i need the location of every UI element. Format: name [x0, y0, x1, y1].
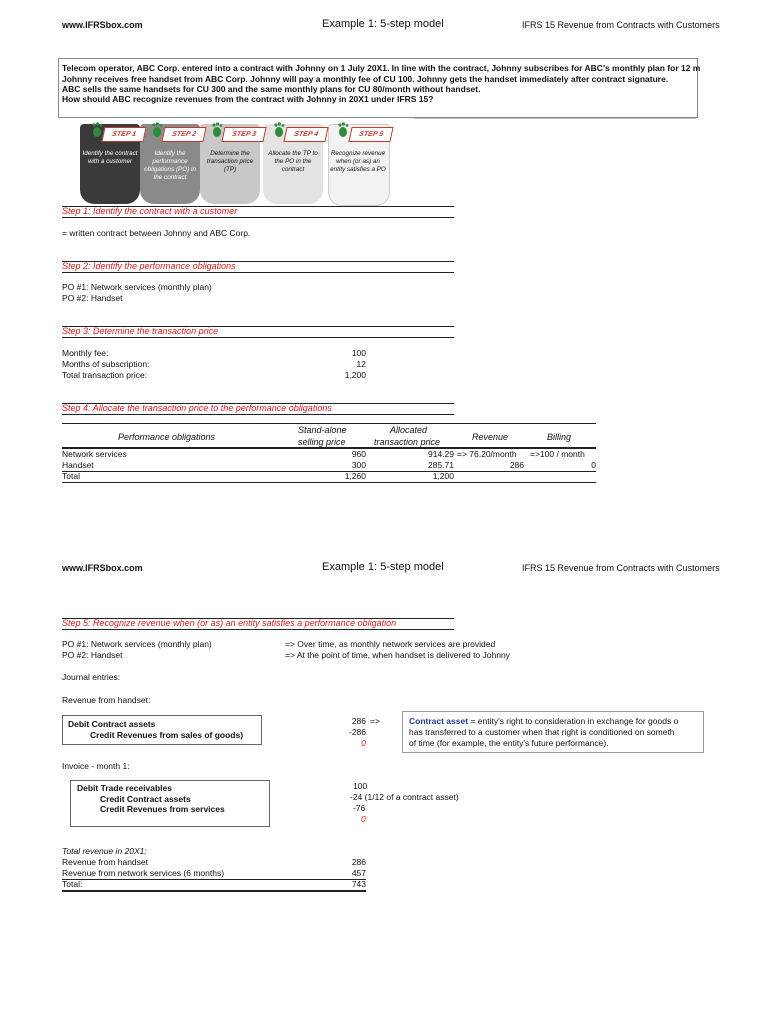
- intro-line-3: ABC sells the same handsets for CU 300 and the same monthly plans for CU 80/month without handset.: [62, 84, 481, 94]
- page-subject: IFRS 15 Revenue from Contracts with Customers: [522, 563, 720, 573]
- definition-line-1: [409, 716, 678, 726]
- step5-heading: Step 5: Recognize revenue when (or as) an entity satisfies a performance obligation: [62, 618, 397, 628]
- entry2-balance: 0: [361, 814, 366, 824]
- intro-line-2: Johnny receives free handset from ABC Corp. Johnny will pay a monthly fee of CU 100. Johnny gets the handset immediately after contract signature.: [62, 74, 669, 84]
- step2-heading: Step 2: Identify the performance obligations: [62, 261, 236, 271]
- step3-heading: Step 3: Determine the transaction price: [62, 326, 219, 336]
- table-cell-billing: 0: [591, 460, 596, 470]
- entry1-debit: Debit Contract assets: [68, 719, 156, 729]
- step3-value: 12: [356, 359, 366, 369]
- table-cell-po: Handset: [62, 460, 94, 470]
- column-header-ssp: Stand-alone: [298, 425, 347, 435]
- step2-po1: PO #1: Network services (monthly plan): [62, 282, 212, 292]
- step-text-1: Identify the contract with a customer: [82, 150, 138, 165]
- invoice-label: Invoice - month 1:: [62, 761, 130, 771]
- definition-line-2: has transferred to a customer when that right is conditioned on someth: [409, 727, 675, 737]
- step-tag-4: STEP 4: [283, 127, 328, 142]
- column-header-allocated: transaction price: [374, 437, 441, 447]
- intro-line-1: Telecom operator, ABC Corp. entered into a contract with Johnny on 1 July 20X1. In line with the contract, Johnny subscribes for ABC's monthly plan for 12 m: [62, 63, 701, 73]
- step3-label: Total transaction price:: [62, 370, 148, 380]
- total-row-label: Total:: [62, 879, 83, 889]
- table-top-border: [62, 423, 596, 424]
- entry2-credit: Credit Contract assets: [100, 794, 191, 804]
- step-tag-1: STEP 1: [101, 127, 146, 142]
- step3-label: Months of subscription:: [62, 359, 150, 369]
- entry2-debit: Debit Trade receivables: [77, 783, 172, 793]
- total-row-value: 743: [351, 879, 366, 889]
- entry2-credit: Credit Revenues from services: [100, 804, 225, 814]
- step-text-4: Allocate the TP to the PO in the contract: [268, 150, 318, 173]
- contract-asset-definition: [402, 711, 704, 753]
- step-text-5: Recognize revenue when (or as) an entity satisfies a PO: [330, 150, 386, 173]
- footprint-icon: [336, 122, 350, 138]
- step5-po1-note: => Over time, as monthly network services are provided: [285, 639, 496, 649]
- page-title: Example 1: 5-step model: [322, 18, 444, 30]
- step5-po2: PO #2: Handset: [62, 650, 123, 660]
- divider: [62, 629, 454, 630]
- step-text-3: Determine the transaction price (TP): [206, 150, 254, 173]
- step1-heading: Step 1: Identify the contract with a customer: [62, 206, 238, 216]
- column-header-revenue: Revenue: [472, 432, 509, 442]
- entry1-credit: Credit Revenues from sales of goods): [90, 730, 244, 740]
- definition-line-3: of time (for example, the entity's future performance).: [409, 738, 609, 748]
- step5-po2-note: => At the point of time, when handset is delivered to Johnny: [285, 650, 510, 660]
- entry1-balance: 0: [361, 738, 366, 748]
- step2-po2: PO #2: Handset: [62, 293, 123, 303]
- table-cell-po: Network services: [62, 449, 127, 459]
- entry1-arrow: =>: [370, 716, 380, 726]
- entry1-value: -286: [348, 727, 366, 737]
- table-cell-revenue: => 76.20/month: [457, 449, 517, 459]
- table-cell-ssp: 960: [351, 449, 366, 459]
- step-text-2: Identify the performance obligations (PO) in the contract: [144, 150, 196, 181]
- total-bottom-border: [62, 890, 366, 892]
- handset-revenue-label: Revenue from handset:: [62, 695, 151, 705]
- total-row-label: Revenue from handset: [62, 857, 148, 867]
- journal-entries-label: Journal entries:: [62, 672, 121, 682]
- total-row-value: 286: [351, 857, 366, 867]
- total-row-value: 457: [351, 868, 366, 878]
- step3-label: Monthly fee:: [62, 348, 109, 358]
- divider: [414, 118, 696, 119]
- table-cell-allocated: 1,200: [432, 471, 454, 481]
- divider: [62, 403, 454, 404]
- divider: [62, 337, 454, 338]
- step3-value: 100: [351, 348, 366, 358]
- step-tag-3: STEP 3: [221, 127, 266, 142]
- table-cell-ssp: 300: [351, 460, 366, 470]
- step5-po1: PO #1: Network services (monthly plan): [62, 639, 212, 649]
- table-bottom-border: [62, 482, 596, 483]
- entry2-value: -76: [353, 803, 366, 813]
- page-title: Example 1: 5-step model: [322, 561, 444, 573]
- entry2-value: -24 (1/12 of a contract asset): [350, 792, 459, 802]
- column-header-po: Performance obligations: [118, 432, 216, 442]
- divider: [62, 272, 454, 273]
- total-revenue-heading: Total revenue in 20X1:: [62, 846, 147, 856]
- column-header-billing: Billing: [547, 432, 572, 442]
- divider: [62, 261, 454, 262]
- contract-asset-term: Contract asset: [409, 716, 469, 726]
- divider: [62, 217, 454, 218]
- definition-text: = entity's right to consideration in exchange for goods o: [468, 716, 679, 726]
- divider: [62, 206, 454, 207]
- site-url[interactable]: www.IFRSbox.com: [62, 563, 143, 573]
- divider: [62, 326, 454, 327]
- intro-line-4: How should ABC recognize revenues from the contract with Johnny in 20X1 under IFRS 15?: [62, 94, 434, 104]
- table-cell-ssp: 1,260: [344, 471, 366, 481]
- step-tag-5: STEP 5: [348, 127, 393, 142]
- step-tag-2: STEP 2: [161, 127, 206, 142]
- table-cell-revenue: 286: [509, 460, 524, 470]
- total-row-label: Revenue from network services (6 months): [62, 868, 225, 878]
- table-cell-allocated: 285.71: [428, 460, 454, 470]
- column-header-ssp: selling price: [298, 437, 346, 447]
- table-cell-billing: =>100 / month: [530, 449, 585, 459]
- divider: [62, 414, 454, 415]
- step4-heading: Step 4: Allocate the transaction price to the performance obligations: [62, 403, 332, 413]
- divider: [62, 618, 454, 619]
- column-header-allocated: Allocated: [390, 425, 428, 435]
- site-url[interactable]: www.IFRSbox.com: [62, 20, 143, 30]
- table-cell-allocated: 914.29: [428, 449, 454, 459]
- entry2-value: 100: [353, 781, 368, 791]
- table-cell-po: Total: [62, 471, 80, 481]
- step1-text: = written contract between Johnny and ABC Corp.: [62, 228, 251, 238]
- entry1-value: 286: [351, 716, 366, 726]
- page-subject: IFRS 15 Revenue from Contracts with Customers: [522, 20, 720, 30]
- step3-value: 1,200: [344, 370, 366, 380]
